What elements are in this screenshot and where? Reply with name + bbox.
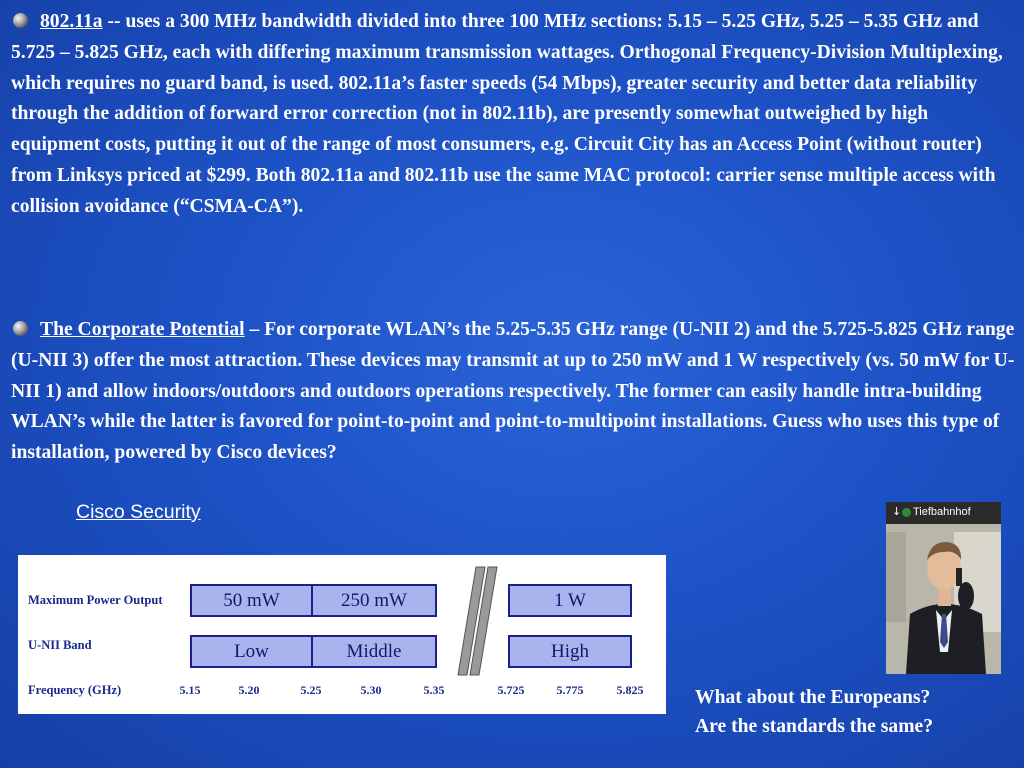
band-box-high: High <box>508 635 632 668</box>
tick-label: 5.35 <box>423 683 445 697</box>
bullet-icon <box>13 13 28 28</box>
paragraph-80211a <box>11 7 1015 223</box>
tick-label: 5.20 <box>238 683 260 697</box>
band-box-middle: Middle <box>311 635 437 668</box>
row-label-power: Maximum Power Output <box>28 593 163 607</box>
row-label-frequency: Frequency (GHz) <box>28 683 122 697</box>
row-label-band: U-NII Band <box>28 638 92 652</box>
tick-label: 5.775 <box>556 683 584 697</box>
paragraph-body-80211a: -- uses a 300 MHz bandwidth divided into three 100 MHz sections: 5.15 – 5.25 GHz, 5.25 – 5.35 GHz and 5.725 – 5.825 GHz, each with differing maximum transmission wattages. Orthogonal Frequency-Division Multiplexing, which requires no guard band, is used. 802.11a’s faster speeds (54 Mbps), greater security and better data reliability through the addition of forward error correction (not in 802.11b), are presently somewhat outweighed by high equipment costs, putting it out of the range of most consumers, e.g. Circuit City has an Access Point (without router) from Linksys priced at $299. Both 802.11a and 802.11b use the same MAC protocol: carrier sense multiple access with collision avoidance (“CSMA-CA”). <box>11 11 1003 217</box>
europe-question <box>695 684 1015 741</box>
paragraph-body-corporate: – For corporate WLAN’s the 5.25-5.35 GHz range (U-NII 2) and the 5.725-5.825 GHz range (U-NII 3) offer the most attraction. These devices may transmit at up to 250 mW and 1 W respectively (vs. 50 mW for U-NII 1) and allow indoors/outdoors and outdoors operations respectively. The former can easily handle intra-building WLAN’s while the latter is favored for point-to-point and point-to-multipoint installations. Guess who uses this type of installation, powered by Cisco devices? <box>11 319 1015 464</box>
bullet-icon <box>13 321 28 336</box>
band-box-low: Low <box>190 635 313 668</box>
paragraph-corporate-potential <box>11 315 1015 469</box>
paragraph-title-80211a: 802.11a <box>40 11 103 32</box>
cisco-security-link[interactable]: Cisco Security <box>76 501 201 523</box>
question-line-1: What about the Europeans? <box>695 687 931 708</box>
tick-label: 5.825 <box>616 683 644 697</box>
tiefbahnhof-sign-text: Tiefbahnhof <box>913 506 971 518</box>
tick-label: 5.725 <box>497 683 525 697</box>
arrow-down-icon: ↓ <box>892 505 902 518</box>
axis-break-icon <box>448 563 508 678</box>
tick-label: 5.30 <box>360 683 382 697</box>
s-bahn-icon <box>902 508 911 517</box>
businessman-phone-photo <box>886 502 1001 674</box>
unii-band-diagram <box>18 555 666 714</box>
tick-label: 5.25 <box>300 683 322 697</box>
question-line-2: Are the standards the same? <box>695 715 934 737</box>
tick-label: 5.15 <box>179 683 201 697</box>
power-box-middle: 250 mW <box>311 584 437 617</box>
power-box-high: 1 W <box>508 584 632 617</box>
power-box-low: 50 mW <box>190 584 313 617</box>
paragraph-title-corporate: The Corporate Potential <box>40 319 245 340</box>
